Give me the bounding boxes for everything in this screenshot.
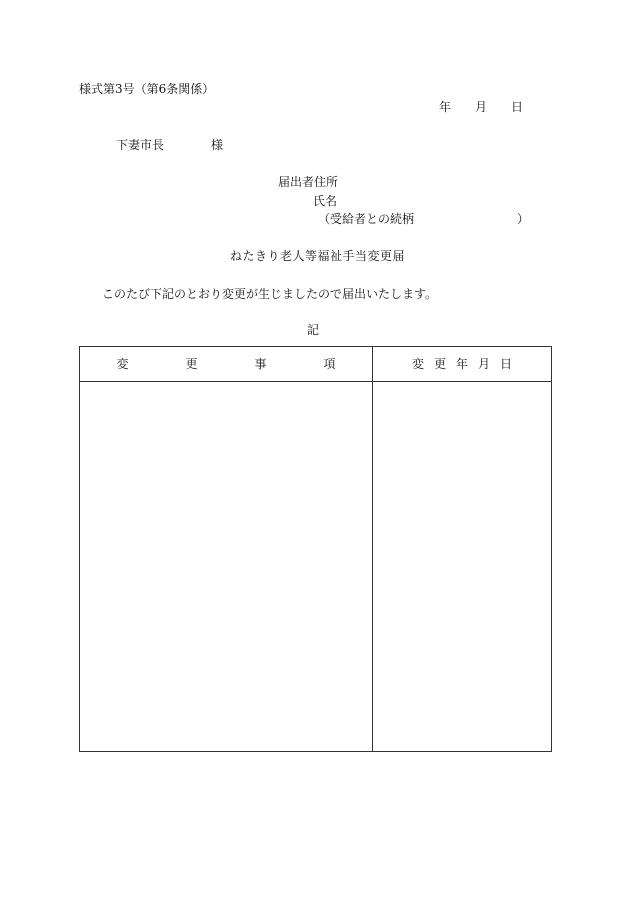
- change-items-header-char: 事: [254, 357, 267, 371]
- addressee: [116, 138, 223, 152]
- applicant-address-label: 届出者住所: [278, 175, 339, 189]
- note-mark: 記: [307, 323, 320, 337]
- date-year: 年: [439, 100, 452, 114]
- change-items-header-char: 更: [185, 357, 198, 371]
- relationship-line: [318, 212, 529, 226]
- date-day: 日: [511, 100, 524, 114]
- change-items-header-char: 変: [116, 357, 129, 371]
- change-items-cell: [80, 382, 372, 751]
- change-table: [79, 346, 552, 752]
- relationship-close: ）: [517, 212, 530, 226]
- change-date-header-char: 日: [500, 357, 513, 371]
- document-title: ねたきり老人等福祉手当変更届: [230, 249, 406, 263]
- change-date-cell: [373, 382, 551, 751]
- change-date-header-char: 変: [411, 357, 424, 371]
- change-date-header: [373, 357, 551, 371]
- applicant-name-label: 氏名: [313, 194, 338, 208]
- date-month: 月: [475, 100, 488, 114]
- addressee-name: 下妻市長: [116, 138, 165, 152]
- addressee-honorific: 様: [211, 138, 224, 152]
- change-date-header-char: 年: [455, 357, 468, 371]
- form-number: 様式第3号（第6条関係）: [79, 82, 215, 96]
- body-text: このたび下記のとおり変更が生じましたので届出いたします。: [102, 287, 438, 301]
- change-items-header-char: 項: [323, 357, 336, 371]
- date-line: [439, 100, 523, 114]
- relationship-label: （受給者との続柄: [318, 212, 415, 226]
- change-items-header: [80, 357, 372, 371]
- change-date-header-char: 更: [433, 357, 446, 371]
- change-date-header-char: 月: [478, 357, 491, 371]
